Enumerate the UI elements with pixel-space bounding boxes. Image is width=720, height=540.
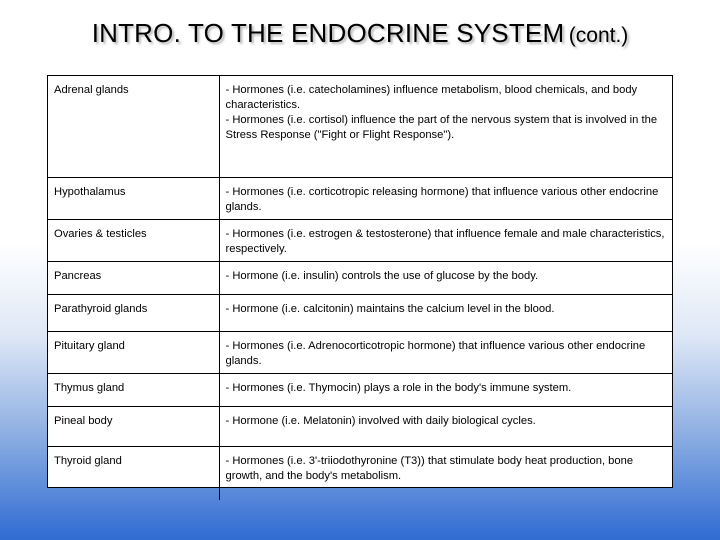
- description-line: - Hormone (i.e. Melatonin) involved with daily biological cycles.: [225, 414, 536, 427]
- description-line: - Hormones (i.e. cortisol) influence the part of the nervous system that is involved in the Stress Response ("Fight or Flight Response").: [225, 114, 658, 141]
- table-row: [48, 331, 672, 373]
- description-line: - Hormones (i.e. 3'-triiodothyronine (T3)) that stimulate body heat production, bone growth, and the body's metabolism.: [225, 454, 634, 482]
- description-line: - Hormone (i.e. insulin) controls the use of glucose by the body.: [225, 269, 539, 282]
- gland-name-cell: Hypothalamus: [48, 177, 219, 219]
- table-row: [48, 294, 672, 331]
- gland-name-cell: Pituitary gland: [48, 331, 219, 373]
- gland-name-cell: Pancreas: [48, 261, 219, 294]
- page-title: [0, 18, 720, 49]
- table-row: [48, 373, 672, 406]
- hormone-description-cell: [219, 219, 672, 261]
- hormone-description-cell: [219, 294, 672, 331]
- gland-name-cell: Thyroid gland: [48, 446, 219, 500]
- description-line: - Hormones (i.e. Thymocin) plays a role in the body's immune system.: [225, 381, 572, 394]
- hormone-description-cell: [219, 406, 672, 446]
- gland-name-cell: Adrenal glands: [48, 76, 219, 177]
- table-row: [48, 177, 672, 219]
- table-row: [48, 261, 672, 294]
- gland-name-cell: Ovaries & testicles: [48, 219, 219, 261]
- title-main: INTRO. TO THE ENDOCRINE SYSTEM: [91, 18, 565, 48]
- hormone-description-cell: [219, 177, 672, 219]
- table-row: [48, 446, 672, 500]
- hormone-description-cell: [219, 76, 672, 177]
- gland-name-cell: Pineal body: [48, 406, 219, 446]
- table-row: [48, 76, 672, 177]
- title-sub: (cont.): [568, 24, 629, 47]
- description-line: - Hormones (i.e. corticotropic releasing hormone) that influence various other endocrine glands.: [225, 185, 659, 213]
- hormone-description-cell: [219, 261, 672, 294]
- endocrine-table-container: [47, 75, 673, 488]
- table-row: [48, 406, 672, 446]
- description-line: - Hormones (i.e. estrogen & testosterone) that influence female and male characteristics, respectively.: [225, 227, 665, 255]
- table-row: [48, 219, 672, 261]
- description-line: - Hormones (i.e. catecholamines) influence metabolism, blood chemicals, and body characteristics.: [225, 84, 638, 111]
- gland-name-cell: Parathyroid glands: [48, 294, 219, 331]
- hormone-description-cell: [219, 446, 672, 500]
- description-line: - Hormones (i.e. Adrenocorticotropic hormone) that influence various other endocrine glands.: [225, 339, 646, 367]
- gland-name-cell: Thymus gland: [48, 373, 219, 406]
- table-body: [48, 76, 672, 500]
- hormone-description-cell: [219, 331, 672, 373]
- endocrine-table: [48, 76, 672, 500]
- hormone-description-cell: [219, 373, 672, 406]
- description-line: - Hormone (i.e. calcitonin) maintains the calcium level in the blood.: [225, 302, 555, 315]
